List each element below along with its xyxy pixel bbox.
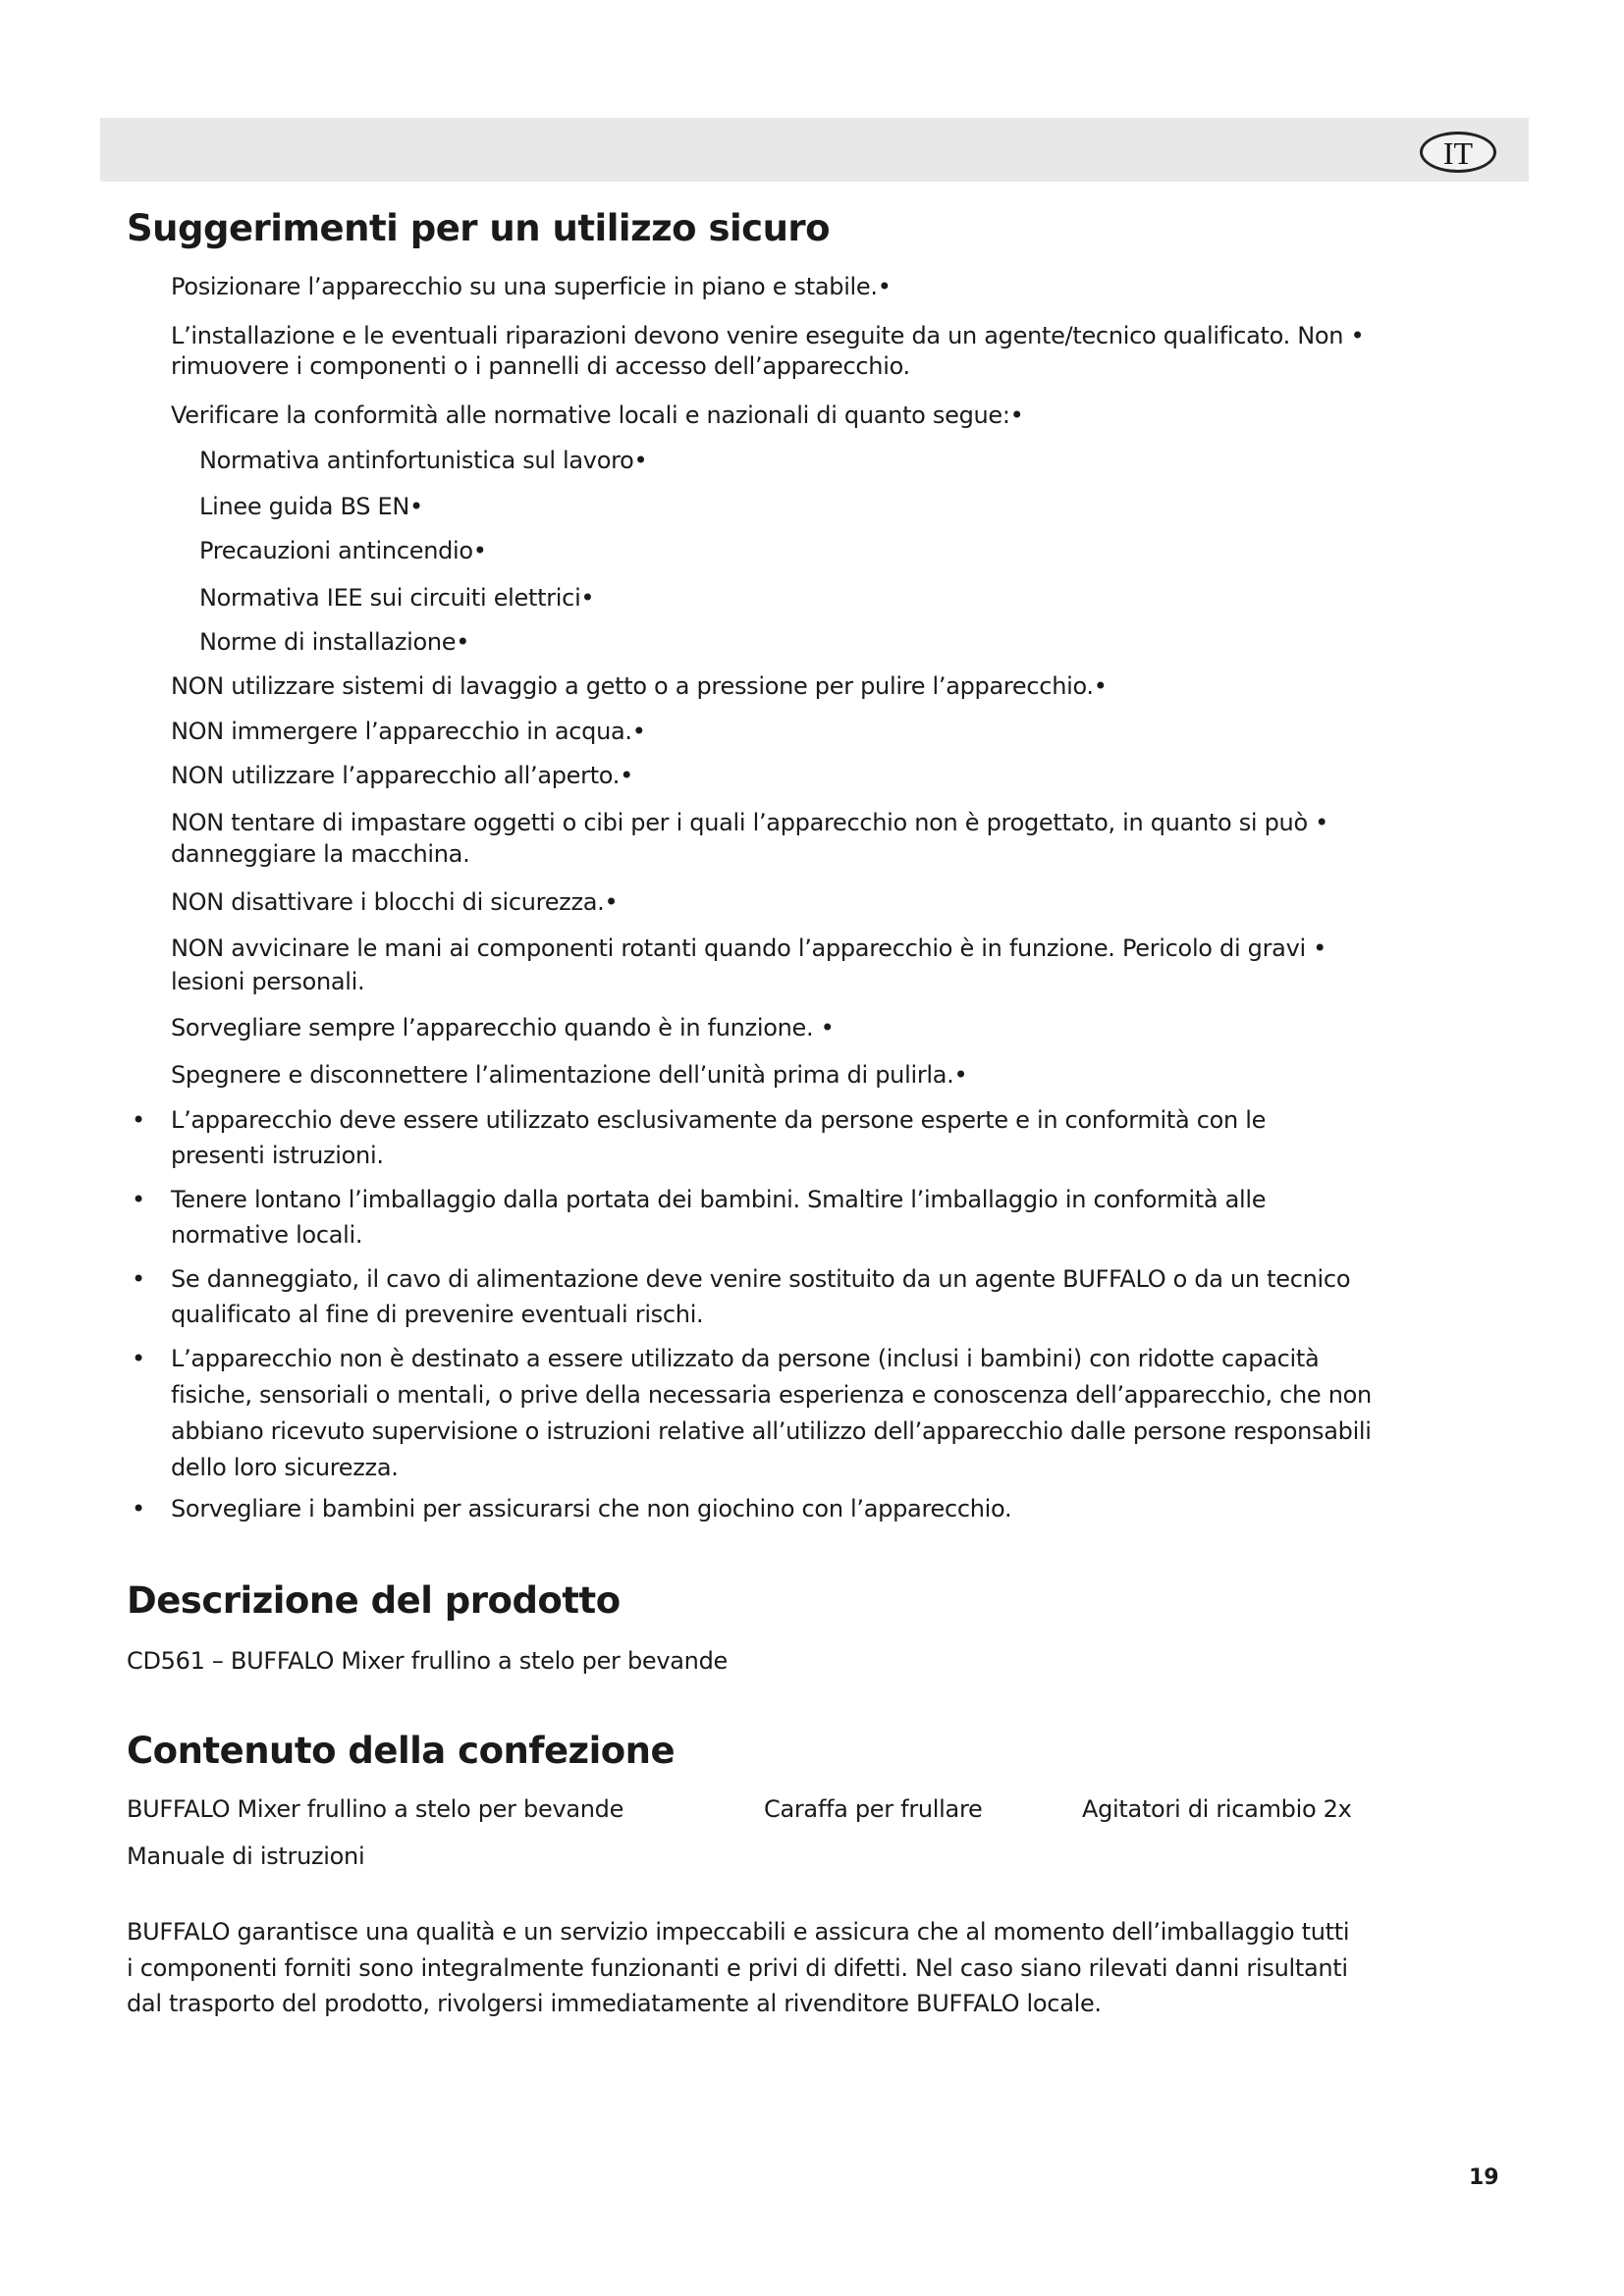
- guarantee-line: BUFFALO garantisce una qualità e un servizio impeccabili e assicura che al momento dell’imballaggio tutti: [127, 1918, 1350, 1946]
- safety-item-line: Spegnere e disconnettere l’alimentazione dell’unità prima di pulirla.•: [171, 1061, 968, 1089]
- safety-item-line: presenti istruzioni.: [171, 1142, 384, 1169]
- contents-item: Caraffa per frullare: [764, 1795, 983, 1823]
- section-title-safety: Suggerimenti per un utilizzo sicuro: [127, 207, 831, 249]
- safety-item-line: abbiano ricevuto supervisione o istruzioni relative all’utilizzo dell’apparecchio dalle persone responsabili: [171, 1417, 1372, 1445]
- safety-item-line: NON disattivare i blocchi di sicurezza.•: [171, 888, 619, 916]
- guarantee-line: i componenti forniti sono integralmente funzionanti e privi di difetti. Nel caso siano rilevati danni risultanti: [127, 1954, 1348, 1982]
- safety-item-line: qualificato al fine di prevenire eventuali rischi.: [171, 1301, 704, 1328]
- sub-list-item-line: Normativa antinfortunistica sul lavoro•: [199, 447, 648, 474]
- safety-item-line: NON utilizzare l’apparecchio all’aperto.•: [171, 762, 633, 789]
- bullet-icon: •: [132, 1106, 146, 1134]
- safety-item-line: Sorvegliare sempre l’apparecchio quando è in funzione. •: [171, 1014, 835, 1041]
- safety-item-line: NON immergere l’apparecchio in acqua.•: [171, 718, 646, 745]
- header-band: [100, 118, 1529, 182]
- guarantee-line: dal trasporto del prodotto, rivolgersi immediatamente al rivenditore BUFFALO locale.: [127, 1990, 1102, 2017]
- contents-item: Manuale di istruzioni: [127, 1842, 365, 1870]
- safety-item-line: normative locali.: [171, 1221, 363, 1249]
- safety-item-line: danneggiare la macchina.: [171, 840, 470, 868]
- contents-item: BUFFALO Mixer frullino a stelo per bevande: [127, 1795, 624, 1823]
- page-number: 19: [1469, 2165, 1499, 2190]
- contents-item: Agitatori di ricambio 2x: [1082, 1795, 1352, 1823]
- safety-item-line: L’apparecchio deve essere utilizzato esclusivamente da persone esperte e in conformità con le: [171, 1106, 1267, 1134]
- language-badge: IT: [1420, 132, 1496, 173]
- safety-item-line: NON utilizzare sistemi di lavaggio a getto o a pressione per pulire l’apparecchio.•: [171, 672, 1108, 700]
- sub-list-item-line: Normativa IEE sui circuiti elettrici•: [199, 584, 595, 612]
- safety-item-line: lesioni personali.: [171, 968, 365, 995]
- section-title-description: Descrizione del prodotto: [127, 1579, 621, 1622]
- safety-item-line: rimuovere i componenti o i pannelli di accesso dell’apparecchio.: [171, 352, 910, 380]
- sub-list-item-line: Precauzioni antincendio•: [199, 537, 487, 564]
- safety-item-line: Verificare la conformità alle normative locali e nazionali di quanto segue:•: [171, 401, 1024, 429]
- safety-item-line: NON avvicinare le mani ai componenti rotanti quando l’apparecchio è in funzione. Pericolo di gravi •: [171, 934, 1327, 962]
- sub-list-item-line: Linee guida BS EN•: [199, 493, 423, 520]
- section-title-contents: Contenuto della confezione: [127, 1730, 676, 1772]
- product-description: CD561 – BUFFALO Mixer frullino a stelo per bevande: [127, 1647, 728, 1675]
- safety-item-line: Se danneggiato, il cavo di alimentazione deve venire sostituito da un agente BUFFALO o da un tecnico: [171, 1265, 1351, 1293]
- bullet-icon: •: [132, 1345, 146, 1372]
- safety-item-line: Sorvegliare i bambini per assicurarsi che non giochino con l’apparecchio.: [171, 1495, 1012, 1522]
- safety-item-line: dello loro sicurezza.: [171, 1454, 399, 1481]
- bullet-icon: •: [132, 1265, 146, 1293]
- safety-item-line: fisiche, sensoriali o mentali, o prive della necessaria esperienza e conoscenza dell’apparecchio, che non: [171, 1381, 1372, 1409]
- sub-list-item-line: Norme di installazione•: [199, 628, 470, 656]
- safety-item-line: Tenere lontano l’imballaggio dalla portata dei bambini. Smaltire l’imballaggio in conformità alle: [171, 1186, 1267, 1213]
- safety-item-line: L’apparecchio non è destinato a essere utilizzato da persone (inclusi i bambini) con ridotte capacità: [171, 1345, 1320, 1372]
- safety-item-line: NON tentare di impastare oggetti o cibi per i quali l’apparecchio non è progettato, in quanto si può •: [171, 809, 1329, 836]
- safety-item-line: L’installazione e le eventuali riparazioni devono venire eseguite da un agente/tecnico qualificato. Non •: [171, 322, 1365, 349]
- bullet-icon: •: [132, 1495, 146, 1522]
- bullet-icon: •: [132, 1186, 146, 1213]
- safety-item-line: Posizionare l’apparecchio su una superficie in piano e stabile.•: [171, 273, 892, 300]
